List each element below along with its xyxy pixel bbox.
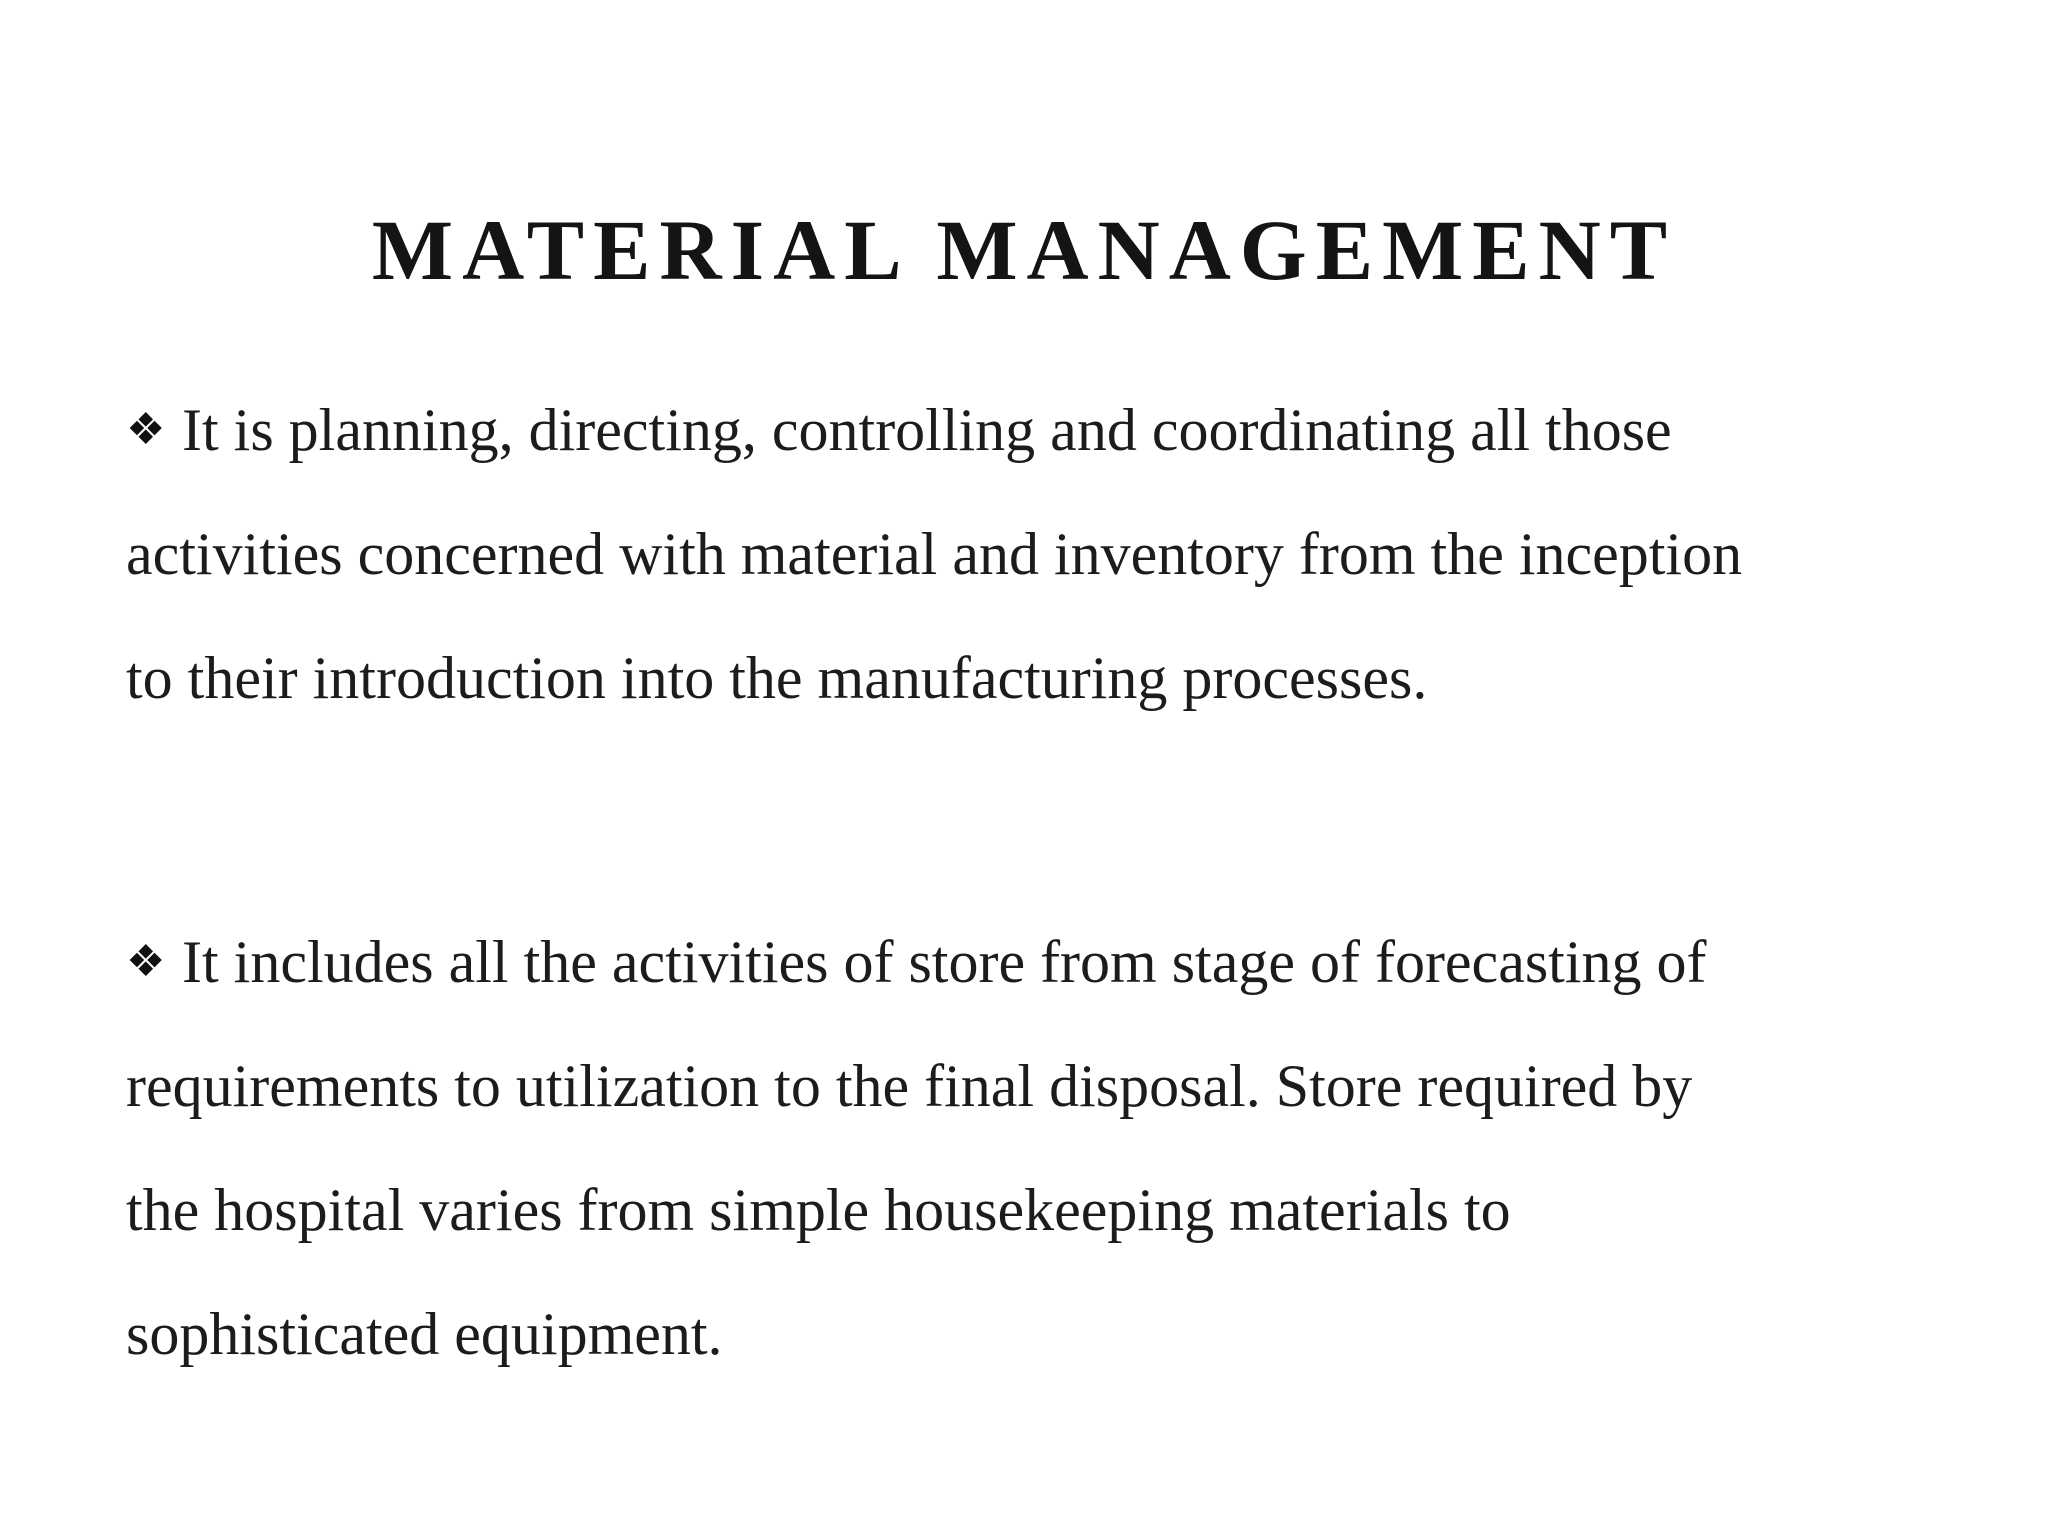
four-diamond-bullet-icon: ❖ [126, 937, 166, 986]
bullet-text-1: It is planning, directing, controlling and coordinating all those activities concerned with material and inventory from the inception to their introduction into the manufacturing processes. [126, 397, 1743, 711]
bullet-text-2: It includes all the activities of store from stage of forecasting of requirements to utilization to the final disposal. Store required by the hospital varies from simple housekeeping materials to sophisticated equipment. [126, 929, 1707, 1367]
slide-title: MATERIAL MANAGEMENT [371, 202, 1677, 298]
four-diamond-bullet-icon: ❖ [126, 405, 166, 454]
bullet-paragraph-2 [126, 900, 1946, 1396]
bullet-paragraph-1 [126, 368, 1946, 740]
